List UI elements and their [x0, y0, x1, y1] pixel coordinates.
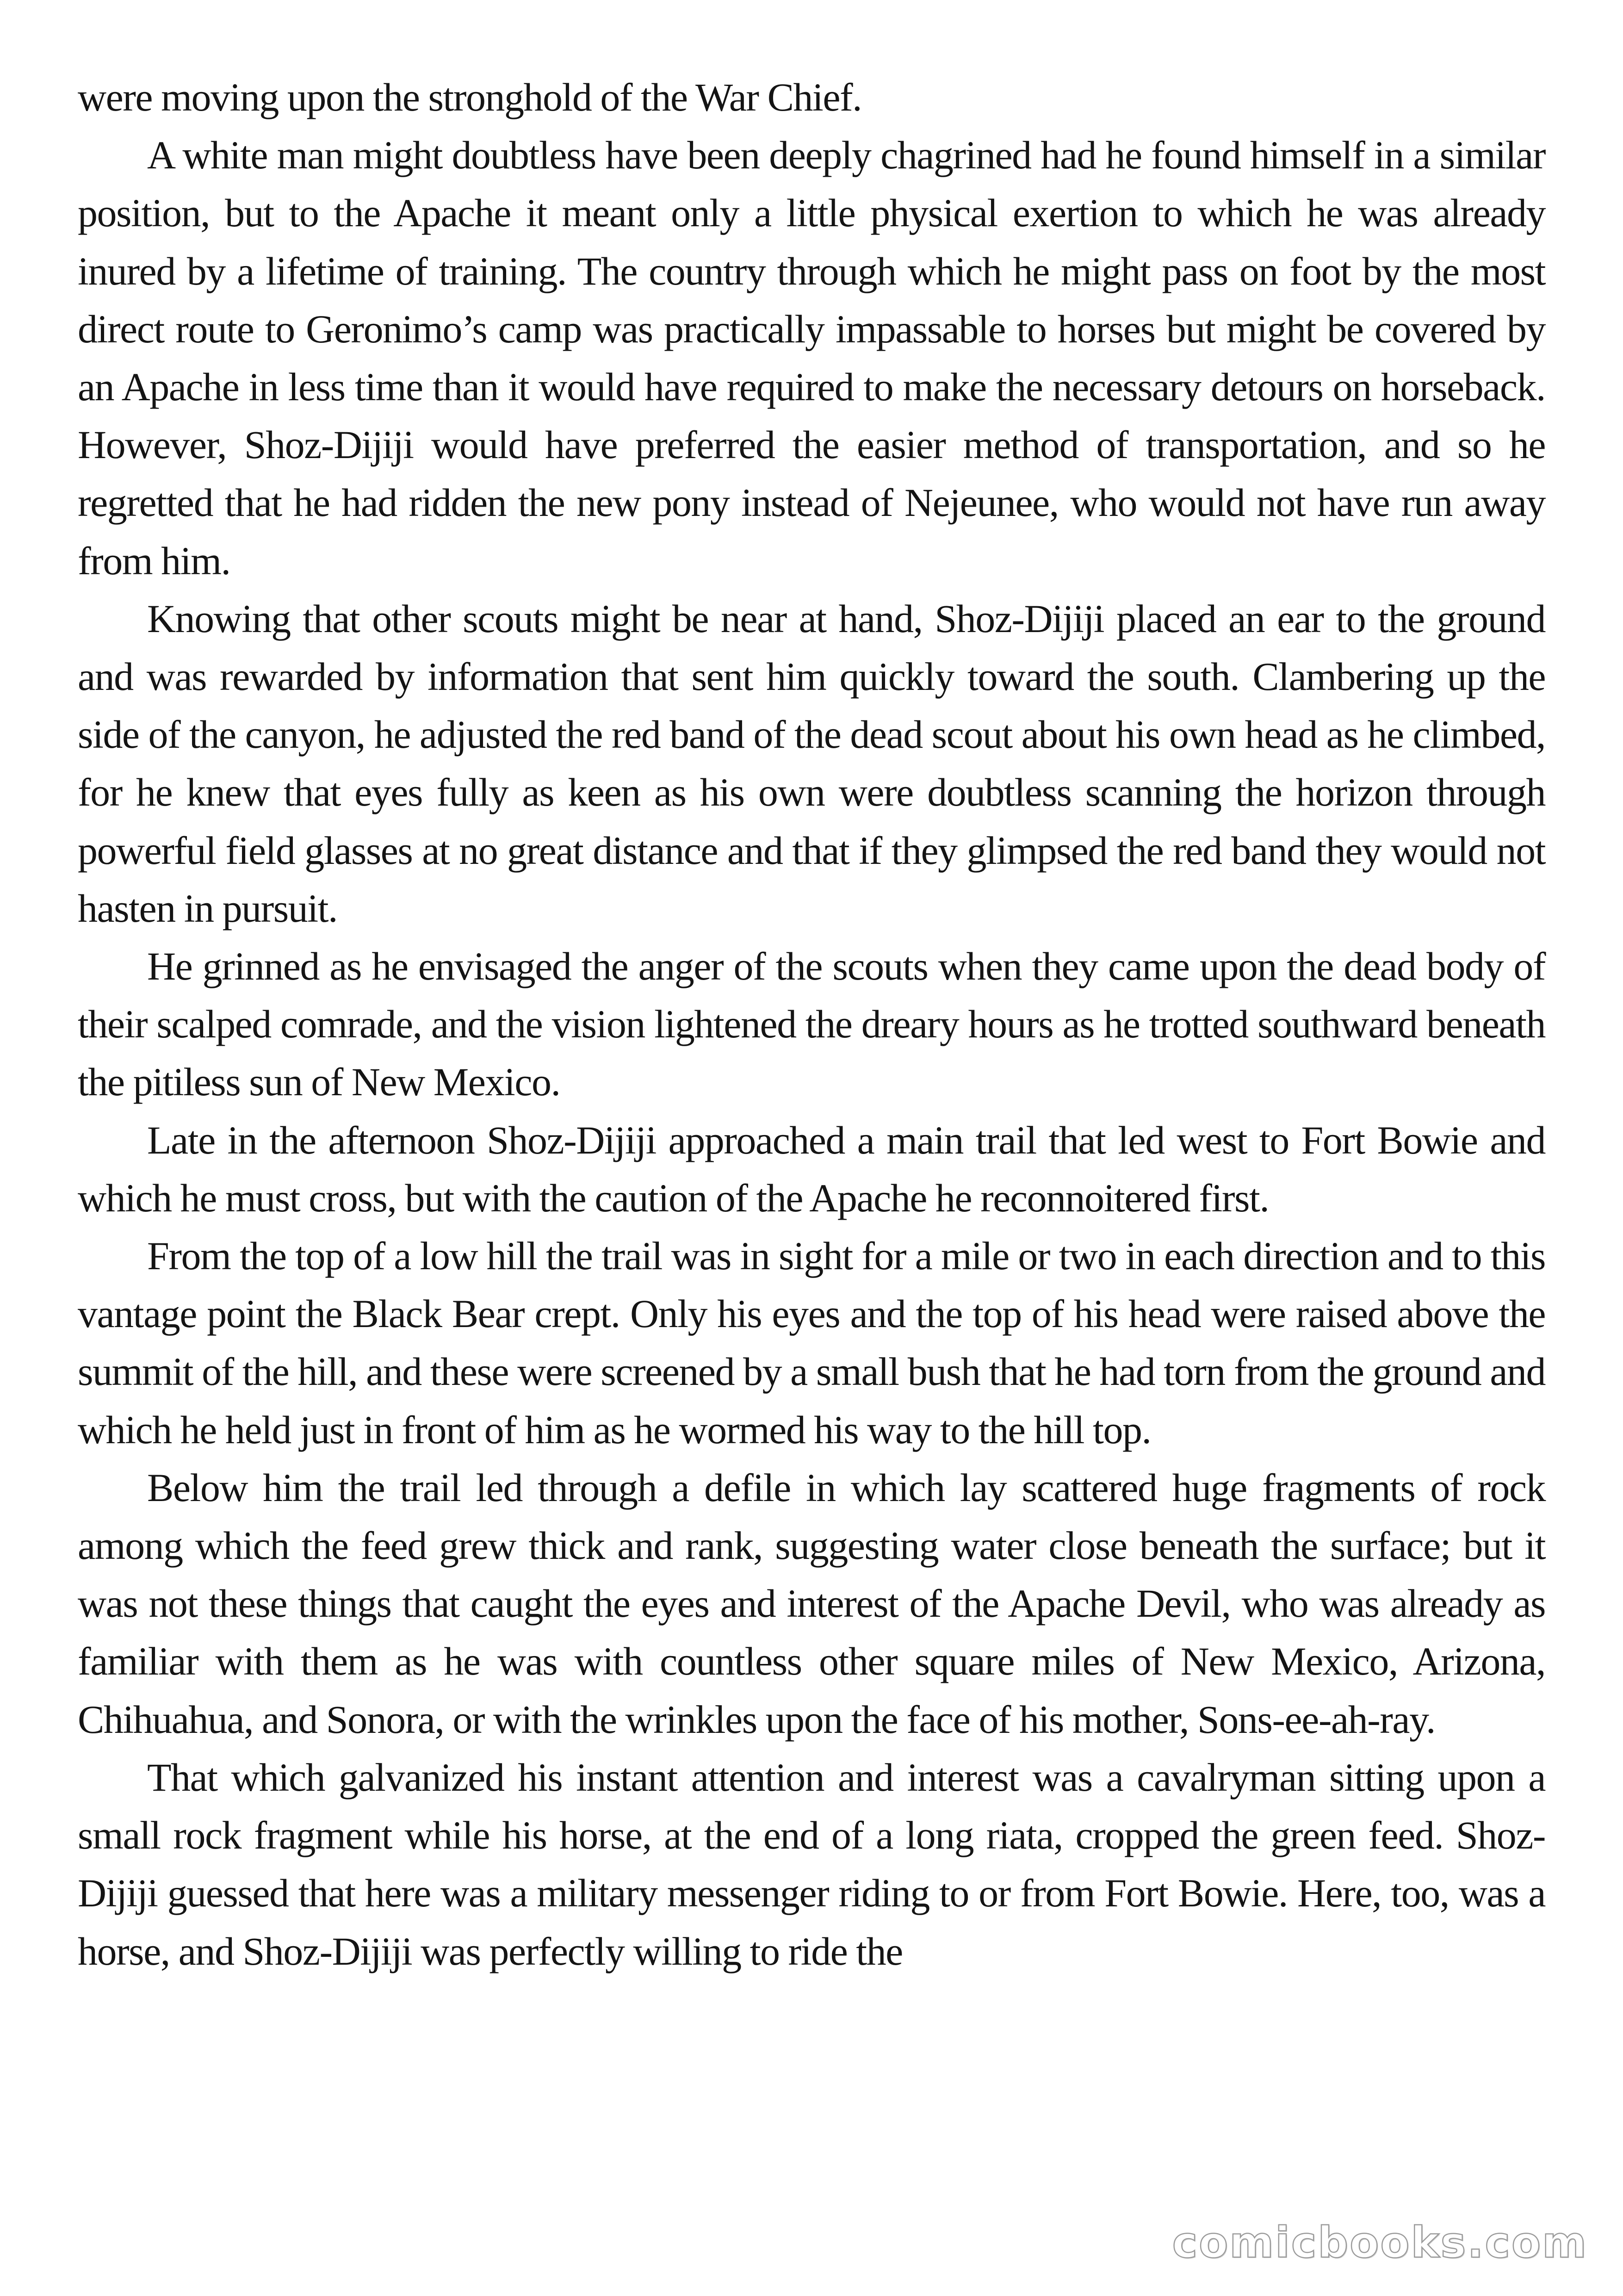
page-body: [78, 68, 1545, 2197]
paragraph-7: Below him the trail led through a defile in which lay scattered huge fragments of rock among which the feed grew thick and rank, suggesting water close beneath the surface; but it was not these things that caught the eyes and interest of the Apache Devil, who was already as familiar with them as he was with countless other square miles of New Mexico, Arizona, Chihuahua, and Sonora, or with the wrinkles upon the face of his mother, Sons-ee-ah-ray.: [78, 1465, 1545, 1742]
paragraph-6: From the top of a low hill the trail was in sight for a mile or two in each direction and to this vantage point the Black Bear crept. Only his eyes and the top of his head were raised above the summit of the hill, and these were screened by a small bush that he had torn from the ground and which he held just in front of him as he wormed his way to the hill top.: [78, 1234, 1545, 1452]
paragraph-4: He grinned as he envisaged the anger of the scouts when they came upon the dead body of their scalped comrade, and the vision lightened the dreary hours as he trotted southward beneath the pitiless sun of New Mexico.: [78, 944, 1545, 1105]
paragraph-3: Knowing that other scouts might be near at hand, Shoz-Dijiji placed an ear to the ground and was rewarded by information that sent him quickly toward the south. Clambering up the side of the canyon, he adjusted the red band of the dead scout about his own head as he climbed, for he knew that eyes fully as keen as his own were doubtless scanning the horizon through powerful field glasses at no great distance and that if they glimpsed the red band they would not hasten in pursuit.: [78, 596, 1545, 931]
paragraph-continuation: were moving upon the stronghold of the War Chief.: [78, 75, 862, 119]
paragraph-5: Late in the afternoon Shoz-Dijiji approached a main trail that led west to Fort Bowie and which he must cross, but with the caution of the Apache he reconnoitered first.: [78, 1117, 1545, 1220]
paragraph-8: That which galvanized his instant attention and interest was a cavalryman sitting upon a small rock fragment while his horse, at the end of a long riata, cropped the green feed. Shoz-Dijiji guessed that here was a military messenger riding to or from Fort Bowie. Here, too, was a horse, and Shoz-Dijiji was perfectly willing to ride the: [78, 1755, 1545, 1973]
site-watermark: comicbooks.com: [1172, 2218, 1588, 2267]
paragraph-2: A white man might doubtless have been deeply chagrined had he found himself in a similar position, but to the Apache it meant only a little physical exertion to which he was already inured by a lifetime of training. The country through which he might pass on foot by the most direct route to Geronimo’s camp was practically impassable to horses but might be covered by an Apache in less time than it would have required to make the necessary detours on horseback. However, Shoz-Dijiji would have preferred the easier method of transportation, and so he regretted that he had ridden the new pony instead of Nejeunee, who would not have run away from him.: [78, 133, 1545, 583]
